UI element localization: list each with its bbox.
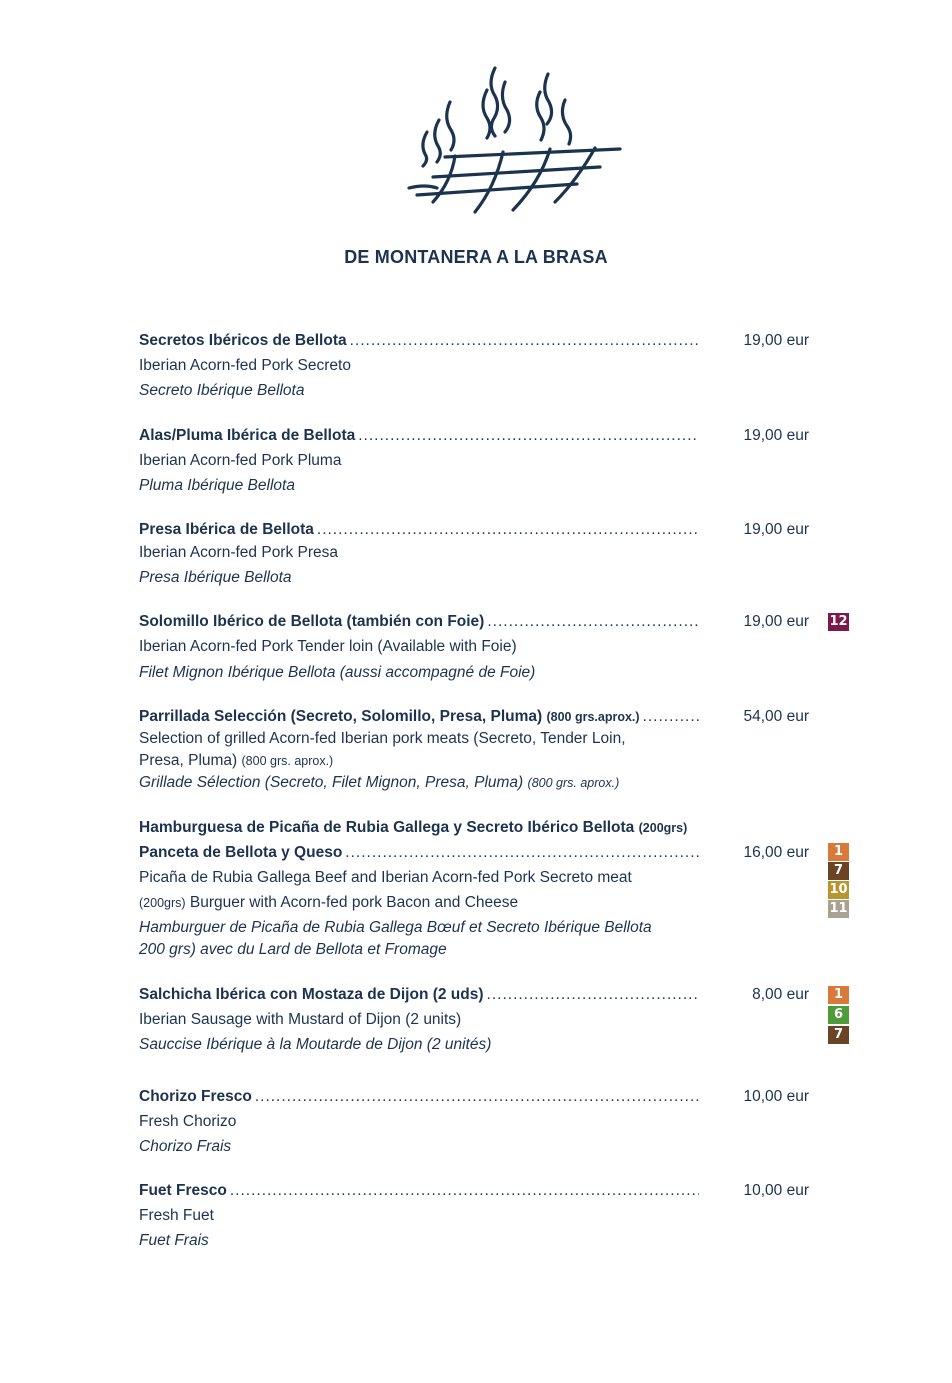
item-french-cont: 200 grs) avec du Lard de Bellota et Fromage <box>139 941 447 958</box>
menu-item <box>139 520 839 592</box>
item-title-cont: Panceta de Bellota y Queso <box>139 843 345 863</box>
item-english: Fresh Chorizo <box>139 1113 237 1130</box>
menu-item <box>139 1181 839 1253</box>
item-french: Filet Mignon Ibérique Bellota (aussi accompagné de Foie) <box>139 664 536 681</box>
item-price: 54,00 eur <box>743 708 809 725</box>
item-french: Secreto Ibérique Bellota <box>139 382 305 399</box>
section-heading: DE MONTANERA A LA BRASA <box>344 247 608 267</box>
item-title: Alas/Pluma Ibérica de Bellota <box>139 426 358 446</box>
allergen-badge: 7 <box>828 862 849 880</box>
item-english-weight: (200grs) <box>139 896 186 910</box>
item-title-weight: (200grs) <box>638 821 688 835</box>
item-french-weight: (800 grs. aprox.) <box>527 776 620 790</box>
item-french: Chorizo Frais <box>139 1138 232 1155</box>
item-english-weight: (800 grs. aprox.) <box>241 754 334 768</box>
allergen-badge: 6 <box>828 1006 849 1024</box>
item-english: Selection of grilled Acorn-fed Iberian pork meats (Secreto, Tender Loin, <box>139 730 626 747</box>
item-title: Solomillo Ibérico de Bellota (también con Foie) <box>139 612 487 632</box>
item-english: Iberian Acorn-fed Pork Presa <box>139 544 339 561</box>
menu-item <box>139 985 844 1057</box>
item-title: Chorizo Fresco <box>139 1087 255 1107</box>
item-french: Sauccise Ibérique à la Moutarde de Dijon (2 unités) <box>139 1036 492 1053</box>
menu-item <box>139 1087 839 1159</box>
item-price: 10,00 eur <box>743 1088 809 1105</box>
item-english: Picaña de Rubia Gallega Beef and Iberian Acorn-fed Pork Secreto meat <box>139 869 632 886</box>
item-price: 19,00 eur <box>743 613 809 630</box>
allergen-badge: 1 <box>828 986 849 1004</box>
item-english: Iberian Sausage with Mustard of Dijon (2 units) <box>139 1011 462 1028</box>
item-price: 19,00 eur <box>743 521 809 538</box>
allergen-badge: 7 <box>828 1026 849 1044</box>
grill-flame-logo <box>405 62 629 220</box>
menu-item <box>139 612 848 684</box>
item-english: Iberian Acorn-fed Pork Tender loin (Available with Foie) <box>139 638 517 655</box>
item-english: Iberian Acorn-fed Pork Secreto <box>139 357 351 374</box>
item-french: Fuet Frais <box>139 1232 209 1249</box>
allergen-badge: 11 <box>829 901 848 916</box>
item-price: 16,00 eur <box>743 844 809 861</box>
item-english-cont: Presa, Pluma) <box>139 752 238 769</box>
item-english: Iberian Acorn-fed Pork Pluma <box>139 452 342 469</box>
item-price: 8,00 eur <box>752 986 809 1003</box>
menu-item <box>139 818 848 963</box>
menu-item <box>139 707 839 797</box>
item-price: 10,00 eur <box>743 1182 809 1199</box>
item-french: Grillade Sélection (Secreto, Filet Mignon, Presa, Pluma) <box>139 774 524 791</box>
item-french: Presa Ibérique Bellota <box>139 569 292 586</box>
item-price: 19,00 eur <box>743 427 809 444</box>
allergen-badge: 12 <box>829 614 848 629</box>
item-title: Parrillada Selección (Secreto, Solomillo, Presa, Pluma) <box>139 708 543 725</box>
item-title: Presa Ibérica de Bellota <box>139 520 317 540</box>
item-french: Hamburguer de Picaña de Rubia Gallega Bœuf et Secreto Ibérique Bellota <box>139 919 652 936</box>
item-french: Pluma Ibérique Bellota <box>139 477 295 494</box>
menu-item <box>139 331 839 403</box>
allergen-badge: 1 <box>828 843 849 861</box>
allergen-badge: 10 <box>829 882 848 897</box>
item-title: Hamburguesa de Picaña de Rubia Gallega y Secreto Ibérico Bellota <box>139 819 635 836</box>
item-title: Secretos Ibéricos de Bellota <box>139 331 350 351</box>
item-title: Fuet Fresco <box>139 1181 230 1201</box>
item-english-cont: Burguer with Acorn-fed pork Bacon and Cheese <box>189 894 519 911</box>
item-title: Salchicha Ibérica con Mostaza de Dijon (2 uds) <box>139 985 487 1005</box>
item-title-weight: (800 grs.aprox.) <box>546 710 640 724</box>
menu-item <box>139 426 839 498</box>
item-price: 19,00 eur <box>743 332 809 349</box>
item-english: Fresh Fuet <box>139 1207 214 1224</box>
